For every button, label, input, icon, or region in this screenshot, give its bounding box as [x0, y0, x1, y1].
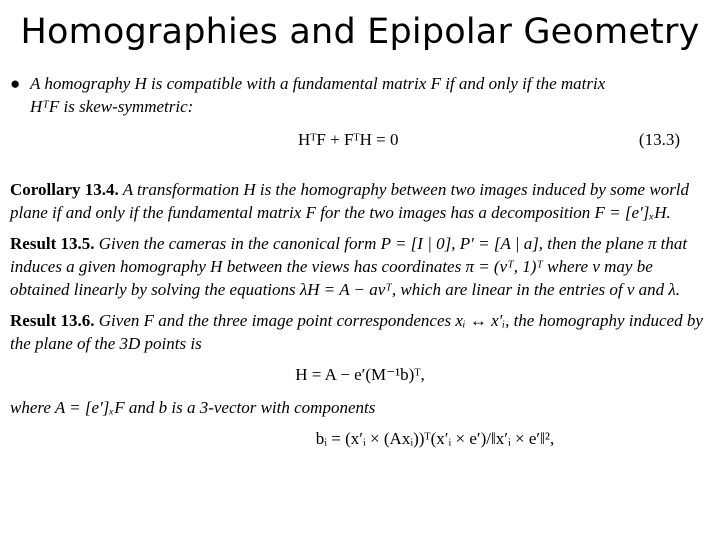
result-13-5-text: Given the cameras in the canonical form P = [I | 0], P′ = [A | a], then the plane π that induces a given homography H between the views has coordinates π = (vᵀ, 1)ᵀ where v may be obtained linearly by solving the equations λH = A − avᵀ, which are linear in the entries of v and λ.	[10, 234, 688, 299]
result-13-5-label: Result 13.5.	[10, 234, 95, 253]
where-clause: where A = [e′]ₓF and b is a 3-vector with components	[10, 398, 376, 417]
homography-equation: H = A − e′(M⁻¹b)ᵀ,	[295, 365, 425, 384]
equation-13-3	[10, 128, 710, 154]
slide-title: Homographies and Epipolar Geometry	[20, 12, 700, 52]
slide-content	[10, 72, 710, 450]
bullet-item	[10, 72, 710, 118]
equation-13-3-math: HᵀF + FᵀH = 0	[298, 130, 399, 149]
corollary-13-4	[10, 178, 710, 224]
equation-13-3-number: (13.3)	[638, 130, 680, 149]
result-13-6-text: Given F and the three image point correspondences xᵢ ↔ x′ᵢ, the homography induced by the plane of the 3D points is	[10, 311, 703, 353]
bullet-line-2: HᵀF is skew-symmetric:	[30, 97, 194, 116]
corollary-label: Corollary 13.4.	[10, 180, 119, 199]
component-equation: bᵢ = (x′ᵢ × (Axᵢ))ᵀ(x′ᵢ × e′)/‖x′ᵢ × e′‖²,	[315, 429, 555, 448]
result-13-6-label: Result 13.6.	[10, 311, 95, 330]
result-13-5	[10, 232, 710, 301]
result-13-6	[10, 309, 710, 355]
bullet-dot-icon: ●	[10, 74, 21, 93]
bullet-line-1: A homography H is compatible with a fundamental matrix F if and only if the matrix	[30, 74, 606, 93]
corollary-text: A transformation H is the homography between two images induced by some world plane if and only if the fundamental matrix F for the two images has a decomposition F = [e′]ₓH.	[10, 180, 690, 222]
